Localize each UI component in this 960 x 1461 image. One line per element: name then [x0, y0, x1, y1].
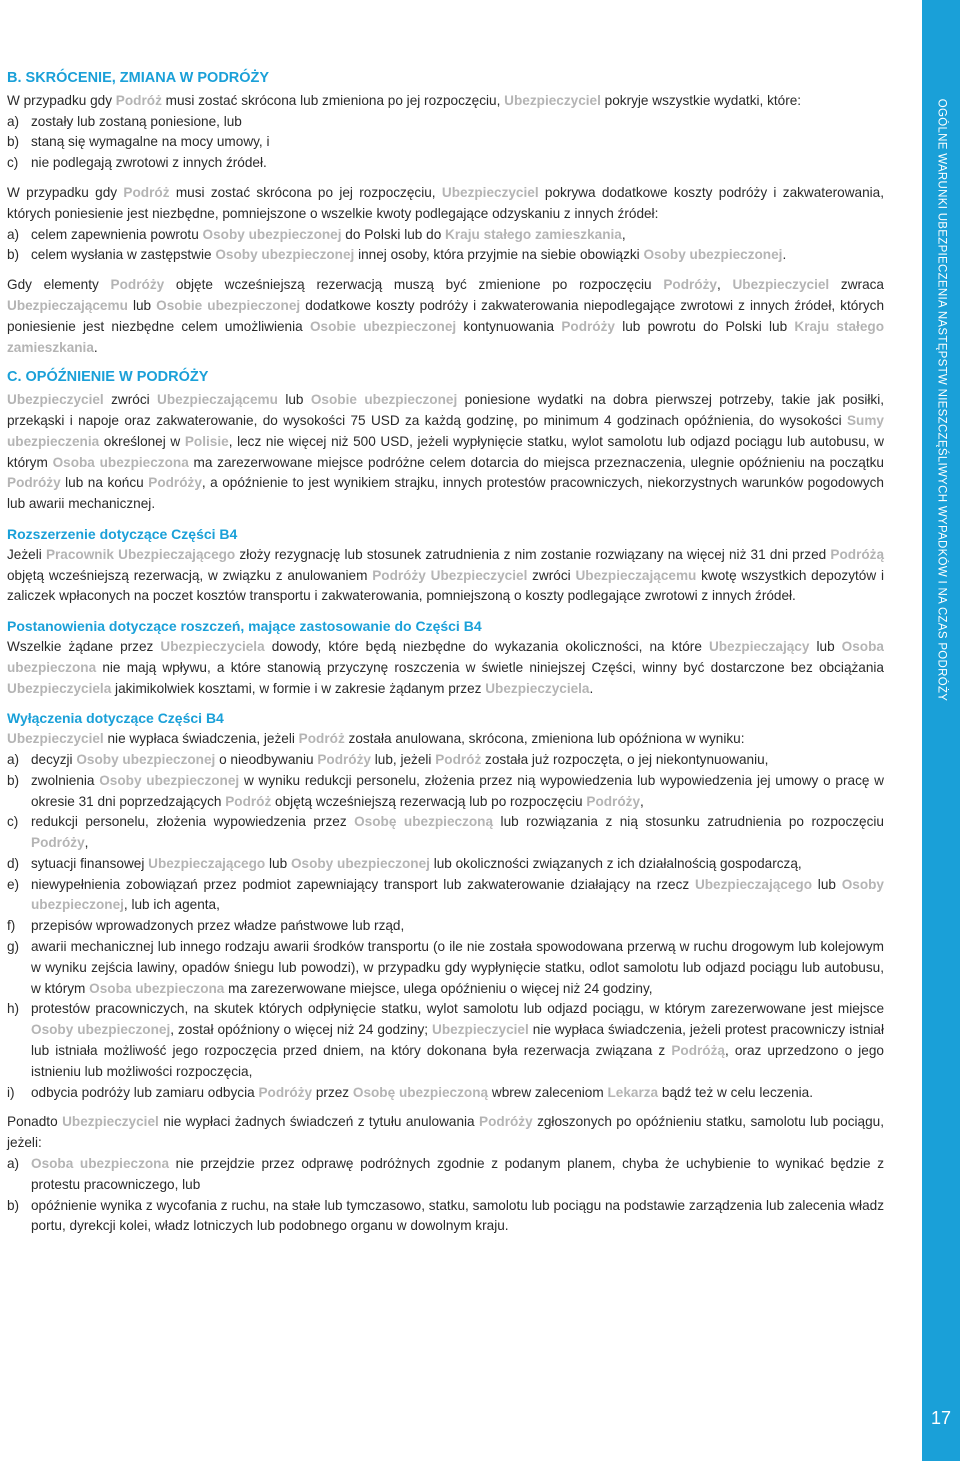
list-item: e) niewypełnienia zobowiązań przez podmiot zapewniający transport lub zakwaterowanie działający na rzecz Ubezpieczającego lub Osoby ubezpieczonej, lub ich agenta, — [7, 876, 884, 913]
list-item: b) opóźnienie wynika z wycofania z ruchu, na stałe lub tymczasowo, statku, samolotu lub pociągu na podstawie zarządzenia lub zalecenia władz portu, dyrekcji kolei, władz lotniczych lub podobnego organu w dowolnym kraju. — [7, 1197, 884, 1234]
list-item: a) zostały lub zostaną poniesione, lub — [7, 113, 242, 129]
exclusions-paragraph-2: Ponadto Ubezpieczyciel nie wypłaci żadnych świadczeń z tytułu anulowania Podróży zgłoszonych po opóźnieniu statku, samolotu lub pociągu, jeżeli: — [7, 1114, 885, 1151]
exclusions-intro: Ubezpieczyciel nie wypłaca świadczenia, jeżeli Podróż została anulowana, skrócona, zmieniona lub opóźniona w wyniku: — [7, 731, 745, 747]
section-b-paragraph-2: W przypadku gdy Podróż musi zostać skrócona po jej rozpoczęciu, Ubezpieczyciel pokrywa dodatkowe koszty podróży i zakwaterowania, których poniesienie jest niezbędne, pomniejszone o wszelkie kwoty podlegające odzyskaniu z innych źródeł: — [7, 184, 885, 221]
claims-heading: Postanowienia dotyczące roszczeń, mające zastosowanie do Części B4 — [7, 618, 482, 635]
section-b-paragraph-3: Gdy elementy Podróży objęte wcześniejszą rezerwacją muszą być zmienione po rozpoczęciu Podróży, Ubezpieczyciel zwraca Ubezpieczającemu lub Osobie ubezpieczonej dodatkowe koszty podróży i zakwaterowania niepodlegające zwrotowi z innych źródeł, których poniesienie jest niezbędne celem umożliwienia Osobie ubezpieczonej kontynuowania Podróży lub powrotu do Polski lub Kraju stałego zamieszkania. — [7, 277, 885, 355]
list-item: d) sytuacji finansowej Ubezpieczającego lub Osoby ubezpieczonej lub okoliczności związanych z ich działalnością gospodarczą, — [7, 855, 802, 871]
list-item: b) celem wysłania w zastępstwie Osoby ubezpieczonej innej osoby, która przyjmie na siebie obowiązki Osoby ubezpieczonej. — [7, 247, 787, 263]
list-item: b) staną się wymagalne na mocy umowy, i — [7, 134, 270, 150]
list-item: b) zwolnienia Osoby ubezpieczonej w wyniku redukcji personelu, złożenia przez nią wypowiedzenia lub wypowiedzenia jej umowy o pracę w okresie 31 dni poprzedzających Podróż objętą wcześniejszą rezerwacją lub po rozpoczęciu Podróży, — [7, 772, 884, 809]
list-item: c) nie podlegają zwrotowi z innych źródeł. — [7, 155, 267, 171]
list-item: g) awarii mechanicznej lub innego rodzaju awarii środków transportu (o ile nie została spowodowana przerwą w ruchu drogowym lub kolejowym w wyniku zejścia lawiny, opadów śniegu lub powodzi), w przypadku gdy wypłynięcie statku, odlot samolotu lub odjazd pociągu lub autobusu, w którym Osoba ubezpieczona ma zarezerwowane miejsce, ulega opóźnieniu o więcej niż 24 godziny, — [7, 939, 884, 996]
extension-heading: Rozszerzenie dotyczące Części B4 — [7, 525, 238, 542]
vertical-title: OGÓLNE WARUNKI UBEZPIECZENIA NASTĘPSTW NIESZCZĘŚLIWYCH WYPADKÓW I NA CZAS PODRÓŻY — [935, 98, 948, 702]
list-item: h) protestów pracowniczych, na skutek których odpłynięcie statku, wylot samolotu lub odjazd pociągu, w którym zarezerwowane jest miejsce Osoby ubezpieczonej, został opóźniony o więcej niż 24 godziny; Ubezpieczyciel nie wypłaca świadczenia, jeżeli protest pracowniczy istniał lub istniała możliwość jego rozpoczęcia przed dniem, na który dokonana była rezerwacja związana z Podróżą, oraz uprzedzono o jego istnieniu lub możliwości rozpoczęcia, — [7, 1001, 884, 1079]
section-c-paragraph: Ubezpieczyciel zwróci Ubezpieczającemu lub Osobie ubezpieczonej poniesione wydatki na dobra pierwszej potrzeby, takie jak posiłki, przekąski i napoje oraz zakwaterowanie, do wysokości 75 USD za każdą godzinę, po minimum 4 godzinach opóźnienia, do wysokości Sumy ubezpieczenia określonej w Polisie, lecz nie więcej niż 500 USD, jeżeli wypłynięcie statku, wylot samolotu lub odjazd pociągu lub autobusu, w którym Osoba ubezpieczona ma zarezerwowane miejsce podróżne celem dotarcia do miejsca przeznaczenia, ulegnie opóźnieniu na początku Podróży lub na końcu Podróży, a opóźnienie to jest wynikiem strajku, innych protestów pracowniczych, niekorzystnych warunków pogodowych lub awarii mechanicznej. — [7, 392, 884, 512]
section-c-heading: C. OPÓŹNIENIE W PODRÓŻY — [7, 369, 209, 386]
claims-paragraph: Wszelkie żądane przez Ubezpieczyciela dowody, które będą niezbędne do wykazania okoliczności, na które Ubezpieczający lub Osoba ubezpieczona nie mają wpływu, a które stanowią przyczynę roszczenia w świetle niniejszej Części, winny być dostarczone bez obciążania Ubezpieczyciela jakimikolwiek kosztami, w formie i w zakresie żądanym przez Ubezpieczyciela. — [7, 638, 884, 696]
list-item: c) redukcji personelu, złożenia wypowiedzenia przez Osobę ubezpieczoną lub rozwiązania z nią stosunku zatrudnienia po rozpoczęciu Podróży, — [7, 814, 884, 851]
document-body — [7, 68, 884, 1237]
list-item: i) odbycia podróży lub zamiaru odbycia Podróży przez Osobę ubezpieczoną wbrew zaleceniom Lekarza bądź też w celu leczenia. — [7, 1084, 814, 1100]
list-item: a) decyzji Osoby ubezpieczonej o nieodbywaniu Podróży lub, jeżeli Podróż została już rozpoczęta, o jej niekontynuowaniu, — [7, 751, 769, 767]
section-b-heading: B. SKRÓCENIE, ZMIANA W PODRÓŻY — [7, 70, 270, 86]
section-b-paragraph-1: W przypadku gdy Podróż musi zostać skrócona lub zmieniona po jej rozpoczęciu, Ubezpieczyciel pokryje wszystkie wydatki, które: — [7, 92, 802, 108]
list-item: f) przepisów wprowadzonych przez władze państwowe lub rząd, — [7, 918, 405, 934]
list-item: a) celem zapewnienia powrotu Osoby ubezpieczonej do Polski lub do Kraju stałego zamieszkania, — [7, 226, 626, 242]
sidebar-band — [922, 0, 960, 1461]
exclusions-heading: Wyłączenia dotyczące Części B4 — [7, 710, 224, 727]
extension-paragraph: Jeżeli Pracownik Ubezpieczającego złoży rezygnację lub stosunek zatrudnienia z nim zostanie rozwiązany na więcej niż 31 dni przed Podróżą objętą wcześniejszą rezerwacją, w związku z anulowaniem Podróży Ubezpieczyciel zwróci Ubezpieczającemu kwotę wszystkich depozytów i zaliczek wpłaconych na poczet kosztów transportu i zakwaterowania, pomniejszoną o koszty podlegające zwrotowi z innych źródeł. — [7, 546, 885, 604]
page-number: 17 — [930, 1408, 952, 1428]
list-item: a) Osoba ubezpieczona nie przejdzie przez odprawę podróżnych zgodnie z podanym planem, chyba że uchybienie to wynikać będzie z protestu pracowniczego, lub — [7, 1156, 885, 1192]
